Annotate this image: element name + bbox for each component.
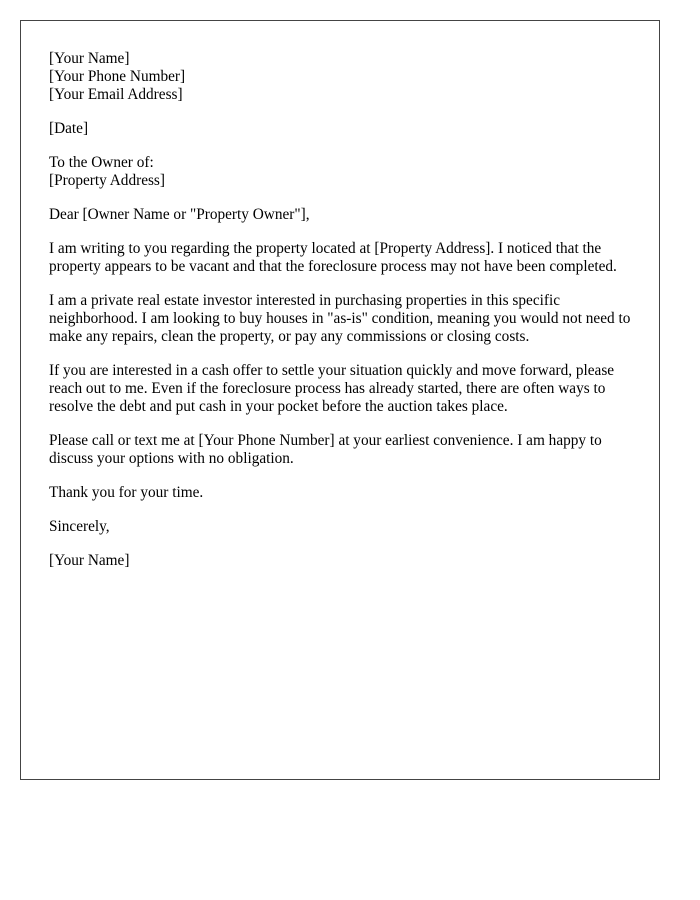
paragraph-3: If you are interested in a cash offer to settle your situation quickly and move forward, please reach out to me. Even if the foreclosure process has already started, there are often ways to resolve the debt and put cash in your pocket before the auction takes place. (49, 362, 615, 415)
recipient-line-2: [Property Address] (49, 172, 165, 189)
letter-date: [Date] (49, 120, 89, 137)
sender-name: [Your Name] (49, 50, 130, 67)
paragraph-1: I am writing to you regarding the property located at [Property Address]. I noticed that the property appears to be vacant and that the foreclosure process may not have been completed. (49, 240, 617, 275)
signature-name: [Your Name] (49, 552, 130, 569)
letter-page (20, 20, 660, 780)
date-block (49, 120, 639, 138)
recipient-line-1: To the Owner of: (49, 154, 154, 171)
letter-body (49, 50, 639, 586)
salutation: Dear [Owner Name or "Property Owner"], (49, 206, 310, 223)
thanks-block (49, 484, 639, 502)
salutation-block (49, 206, 639, 224)
sender-email: [Your Email Address] (49, 86, 183, 103)
closing-block (49, 518, 639, 536)
paragraph-4: Please call or text me at [Your Phone Number] at your earliest convenience. I am happy to discuss your options with no obligation. (49, 432, 602, 467)
thanks-line: Thank you for your time. (49, 484, 204, 501)
sender-block (49, 50, 639, 104)
signature-block (49, 552, 639, 570)
paragraph-2: I am a private real estate investor interested in purchasing properties in this specific neighborhood. I am looking to buy houses in "as-is" condition, meaning you would not need to make any repairs, clean the property, or pay any commissions or closing costs. (49, 292, 631, 345)
closing-line: Sincerely, (49, 518, 110, 535)
recipient-block (49, 154, 639, 190)
sender-phone: [Your Phone Number] (49, 68, 186, 85)
